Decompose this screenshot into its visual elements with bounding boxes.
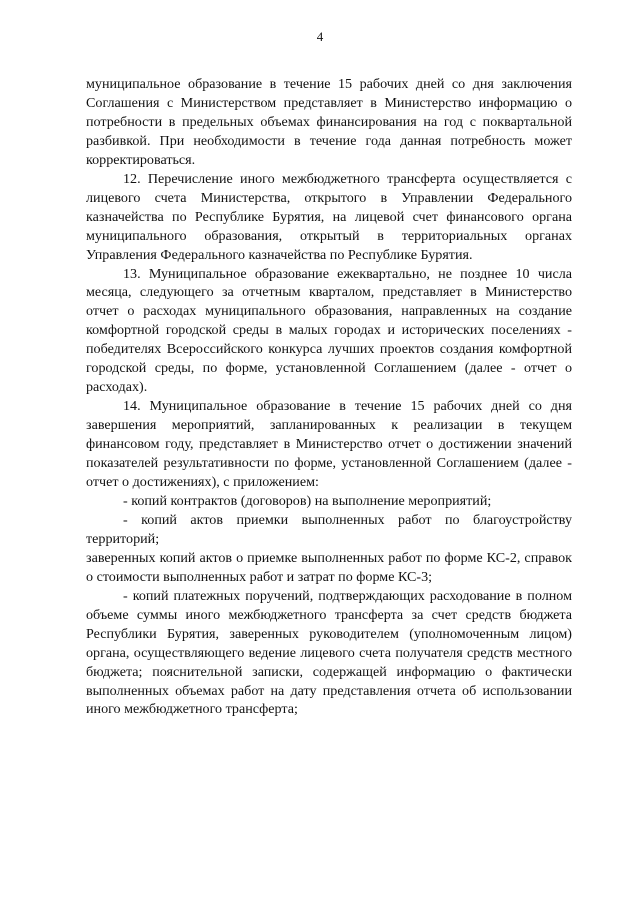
paragraph-12: 12. Перечисление иного межбюджетного трансферта осуществляется с лицевого счета Министерства, открытого в Управлении Федерального казначейства по Республике Бурятия, на лицевой счет финансового органа муниципального образования, открытый в территориальных органах Управления Федерального казначейства по Республике Бурятия. [86, 170, 572, 263]
paragraph-continuation: муниципальное образование в течение 15 рабочих дней со дня заключения Соглашения с Министерством представляет в Министерство информацию о потребности в предельных объемах финансирования на год с поквартальной разбивкой. При необходимости в течение года данная потребность может корректироваться. [86, 76, 572, 168]
page-number: 4 [316, 29, 324, 44]
list-item-ks-forms: заверенных копий актов о приемке выполненных работ по форме КС-2, справок о стоимости выполненных работ и затрат по форме КС-3; [86, 549, 572, 585]
list-item-contracts: - копий контрактов (договоров) на выполнение мероприятий; [123, 492, 492, 509]
document-body [86, 75, 572, 719]
list-item-payment-orders: - копий платежных поручений, подтверждающих расходование в полном объеме суммы иного межбюджетного трансферта за счет средств бюджета Республики Бурятия, заверенных руководителем (уполномоченным лицом) органа, осуществляющего ведение лицевого счета получателя средств местного бюджета; пояснительной записки, содержащей информацию о фактически выполненных объемах работ на дату представления отчета об использовании иного межбюджетного трансферта; [86, 587, 572, 718]
paragraph-13: 13. Муниципальное образование ежеквартально, не позднее 10 числа месяца, следующего за отчетным кварталом, представляет в Министерство отчет о расходах муниципального образования, направленных на создание комфортной городской среды в малых городах и исторических поселениях - победителях Всероссийского конкурса лучших проектов создания комфортной городской среды, по форме, установленной Соглашением (далее - отчет о расходах). [86, 265, 572, 396]
paragraph-14: 14. Муниципальное образование в течение 15 рабочих дней со дня завершения мероприятий, запланированных к реализации в текущем финансовом году, представляет в Министерство отчет о достижении значений показателей результативности по форме, установленной Соглашением (далее - отчет о достижениях), с приложением: [86, 398, 572, 491]
list-item-acceptance-acts: - копий актов приемки выполненных работ по благоустройству территорий; [86, 511, 572, 547]
